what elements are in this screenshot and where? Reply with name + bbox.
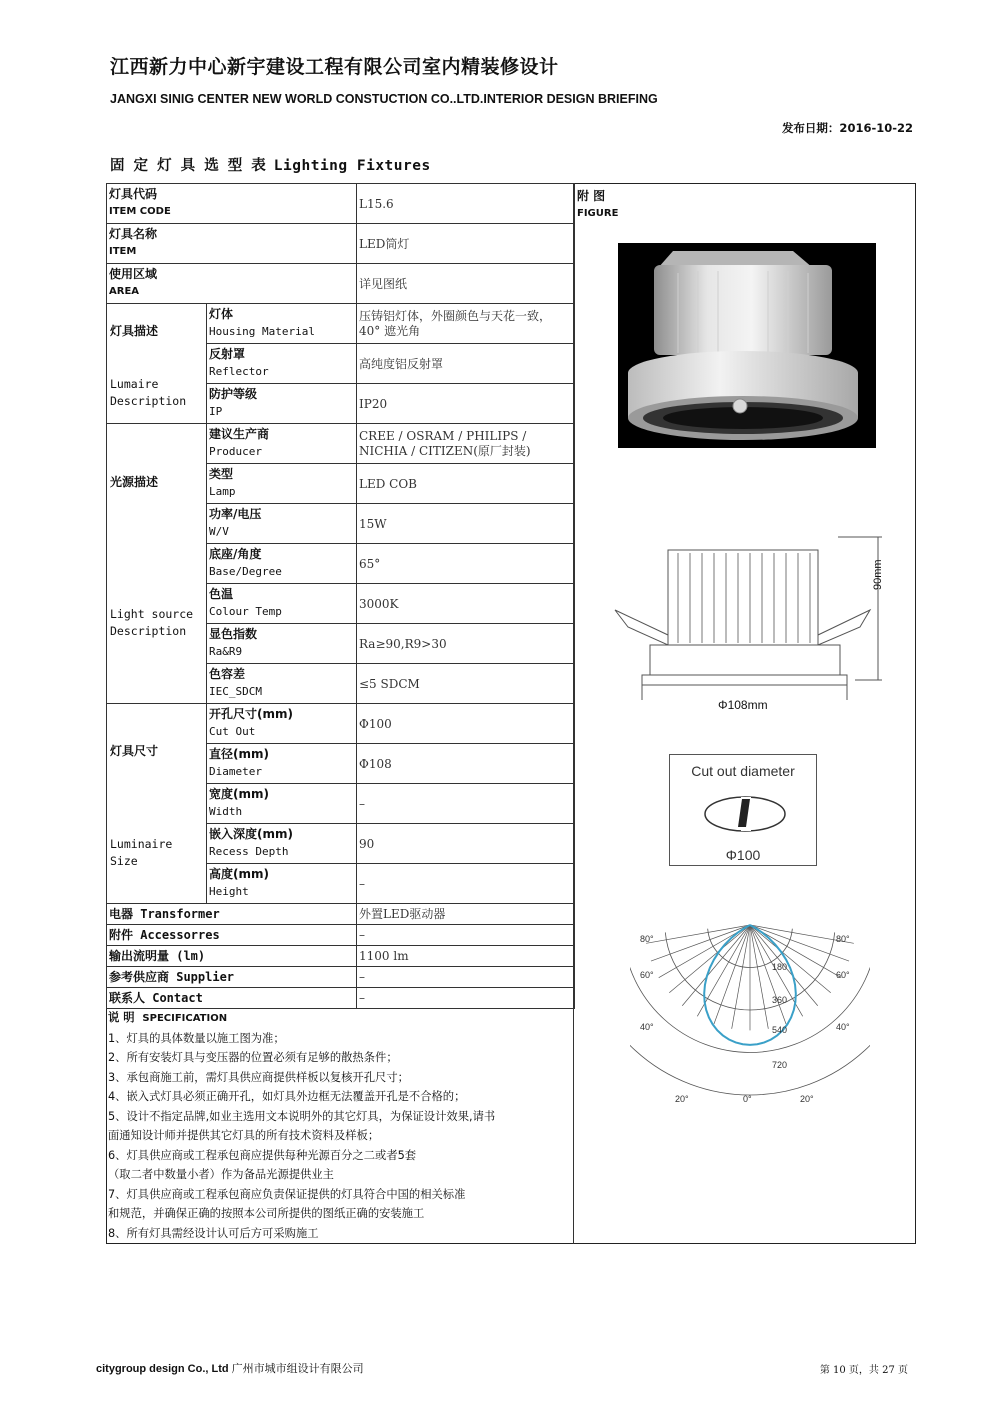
size-group-cn: 灯具尺寸 (110, 744, 159, 758)
note-line: 4、嵌入式灯具必须正确开孔，如灯具外边框无法覆盖开孔是不合格的； (108, 1090, 466, 1103)
ip-value: IP20 (357, 384, 575, 424)
section-title-cn: 固 定 灯 具 选 型 表 (110, 158, 268, 174)
polar-distribution-chart (630, 920, 870, 1110)
diameter-value: Φ108 (357, 744, 575, 784)
colour-temp-label-cn: 色温 (209, 587, 234, 601)
cutout-box (669, 754, 817, 866)
ip-label-cn: 防护等级 (209, 387, 258, 401)
contact-label: 联系人 Contact (107, 988, 357, 1009)
product-photo (618, 243, 876, 448)
housing-label-cn: 灯体 (209, 307, 234, 321)
note-line: 面通知设计师并提供其它灯具的所有技术资料及样板； (108, 1129, 380, 1142)
contact-value: – (357, 988, 575, 1009)
accessories-value: – (357, 925, 575, 946)
item-code-label-en: ITEM CODE (109, 206, 171, 217)
colour-temp-label-en: Colour Temp (209, 605, 282, 618)
table-row (107, 967, 575, 988)
cutout-value: Φ100 (357, 704, 575, 744)
colour-temp-value: 3000K (357, 584, 575, 624)
table-row (107, 988, 575, 1009)
supplier-value: – (357, 967, 575, 988)
light-source-group (107, 424, 207, 704)
ip-label-en: IP (209, 405, 223, 418)
sdcm-label-en: IEC_SDCM (209, 685, 262, 698)
page-number: 第 10 页，共 27 页 (819, 1365, 908, 1376)
table-row (107, 424, 575, 464)
reflector-value: 高纯度铝反射罩 (357, 344, 575, 384)
power-label-cn: 功率/电压 (209, 507, 262, 521)
item-code-value: L15.6 (357, 184, 575, 224)
section-title (110, 154, 431, 175)
lumaire-group-en1: Lumaire (110, 377, 159, 391)
area-label-en: AREA (109, 286, 140, 297)
notes-heading-cn: 说 明 (108, 1011, 135, 1024)
ring-value-label: 720 (772, 1060, 788, 1070)
cutout-diagram (700, 787, 790, 842)
cutout-label-en: Cut Out (209, 725, 256, 738)
area-value: 详见图纸 (357, 264, 575, 304)
table-row (107, 264, 575, 304)
note-line: （取二者中数量小者）作为备品光源提供业主 (108, 1168, 334, 1181)
angle-label-bottom: 0° (743, 1094, 752, 1104)
notes-lines (108, 1029, 573, 1244)
footer-company-en: citygroup design Co., Ltd (96, 1363, 229, 1375)
note-line: 7、灯具供应商或工程承包商应负责保证提供的灯具符合中国的相关标准 (108, 1187, 466, 1201)
section-title-en: Lighting Fixtures (273, 158, 431, 174)
cri-label-en: Ra&R9 (209, 645, 243, 658)
diameter-label-en: Diameter (209, 765, 262, 778)
size-group-en2: Size (110, 854, 138, 868)
recess-label-cn: 嵌入深度(mm) (209, 827, 293, 841)
release-date: 发布日期：2016-10-22 (781, 121, 913, 135)
cri-label-cn: 显色指数 (209, 627, 258, 641)
height-dimension-label: 90mm (872, 559, 884, 590)
table-row (107, 304, 575, 344)
item-label-en: ITEM (109, 246, 137, 257)
cutout-title: Cut out diameter (691, 763, 795, 779)
width-label-cn: 宽度(mm) (209, 787, 269, 801)
producer-value: CREE / OSRAM / PHILIPS / NICHIA / CITIZEN(原厂封装) (357, 424, 575, 464)
degree-label-cn: 底座/角度 (209, 547, 262, 561)
light-source-group-en2: Description (110, 624, 187, 638)
note-line: 1、灯具的具体数量以施工图为准； (108, 1031, 285, 1045)
specification-notes (108, 1008, 573, 1243)
light-source-group-en1: Light source (110, 607, 194, 621)
cutout-value: Φ100 (725, 847, 761, 863)
recess-value: 90 (357, 824, 575, 864)
angle-label-right: 40° (836, 1022, 850, 1032)
note-line: 5、设计不指定品牌,如业主选用文本说明外的其它灯具，为保证设计效果,请书 (108, 1109, 496, 1123)
angle-label-bottom: 20° (675, 1094, 689, 1104)
area-label-cn: 使用区域 (109, 267, 158, 281)
table-row (107, 925, 575, 946)
lumaire-group-cn: 灯具描述 (110, 324, 159, 338)
supplier-label: 参考供应商 Supplier (107, 967, 357, 988)
housing-value: 压铸铝灯体，外圈颜色与天花一致，40° 遮光角 (357, 304, 575, 344)
accessories-label: 附件 Accessorres (107, 925, 357, 946)
note-line: 和规范，并确保正确的按照本公司所提供的图纸正确的安装施工 (108, 1207, 425, 1220)
table-row (107, 946, 575, 967)
power-value: 15W (357, 504, 575, 544)
document-title-en: JANGXI SINIG CENTER NEW WORLD CONSTUCTION CO..LTD.INTERIOR DESIGN BRIEFING (110, 92, 658, 106)
note-line: 8、所有灯具需经设计认可后方可采购施工 (108, 1226, 319, 1240)
height-label-en: Height (209, 885, 249, 898)
sdcm-label-cn: 色容差 (209, 667, 246, 681)
lamp-label-cn: 类型 (209, 467, 234, 481)
figure-header-en: FIGURE (577, 208, 619, 219)
document-title-cn: 江西新力中心新宇建设工程有限公司室内精装修设计 (110, 56, 559, 78)
housing-label-en: Housing Material (209, 325, 315, 338)
lamp-label-en: Lamp (209, 485, 236, 498)
width-label-en: Width (209, 805, 243, 818)
item-code-label-cn: 灯具代码 (109, 187, 158, 201)
height-value: – (357, 864, 575, 904)
item-value: LED筒灯 (357, 224, 575, 264)
ring-value-label: 540 (772, 1025, 788, 1035)
producer-label-cn: 建议生产商 (209, 427, 270, 441)
lumaire-group (107, 304, 207, 424)
lumen-value: 1100 lm (357, 946, 575, 967)
spec-table (106, 183, 575, 1009)
angle-label-left: 60° (640, 970, 654, 980)
cri-value: Ra≥90,R9>30 (357, 624, 575, 664)
note-line: 2、所有安装灯具与变压器的位置必须有足够的散热条件； (108, 1051, 398, 1064)
angle-label-left: 40° (640, 1022, 654, 1032)
dimension-drawing (610, 535, 900, 715)
lamp-value: LED COB (357, 464, 575, 504)
producer-label-en: Producer (209, 445, 262, 458)
angle-label-left: 80° (640, 934, 654, 944)
cutout-label-cn: 开孔尺寸(mm) (209, 707, 293, 721)
degree-value: 65° (357, 544, 575, 584)
degree-label-en: Base/Degree (209, 565, 282, 578)
angle-label-bottom: 20° (800, 1094, 814, 1104)
size-group (107, 704, 207, 904)
table-row (107, 704, 575, 744)
item-label-cn: 灯具名称 (109, 227, 158, 241)
footer-company (96, 1360, 364, 1376)
transformer-label: 电器 Transformer (107, 904, 357, 925)
notes-heading-en: SPECIFICATION (142, 1013, 228, 1024)
figure-header (577, 187, 618, 223)
reflector-label-cn: 反射罩 (209, 347, 246, 361)
angle-label-right: 60° (836, 970, 850, 980)
figure-header-cn: 附 图 (577, 189, 606, 203)
transformer-value: 外置LED驱动器 (357, 904, 575, 925)
ring-value-label: 180 (772, 962, 788, 972)
note-line: 6、灯具供应商或工程承包商应提供每种光源百分之二或者5套 (108, 1148, 417, 1162)
size-group-en1: Luminaire (110, 837, 173, 851)
table-row (107, 224, 575, 264)
sdcm-value: ≤5 SDCM (357, 664, 575, 704)
height-label-cn: 高度(mm) (209, 867, 269, 881)
table-row (107, 904, 575, 925)
lumaire-group-en2: Description (110, 394, 187, 408)
diameter-label-cn: 直径(mm) (209, 747, 269, 761)
reflector-label-en: Reflector (209, 365, 269, 378)
lumen-label: 输出流明量 (lm) (107, 946, 357, 967)
footer-company-cn: 广州市城市组设计有限公司 (231, 1363, 364, 1375)
notes-heading (108, 1008, 573, 1029)
angle-label-right: 80° (836, 934, 850, 944)
table-row (107, 184, 575, 224)
ring-value-label: 360 (772, 995, 788, 1005)
note-line: 3、承包商施工前，需灯具供应商提供样板以复核开孔尺寸； (108, 1070, 409, 1084)
recess-label-en: Recess Depth (209, 845, 289, 858)
light-source-group-cn: 光源描述 (110, 475, 159, 489)
diameter-dimension-label: Φ108mm (718, 698, 768, 712)
width-value: – (357, 784, 575, 824)
power-label-en: W/V (209, 525, 229, 538)
